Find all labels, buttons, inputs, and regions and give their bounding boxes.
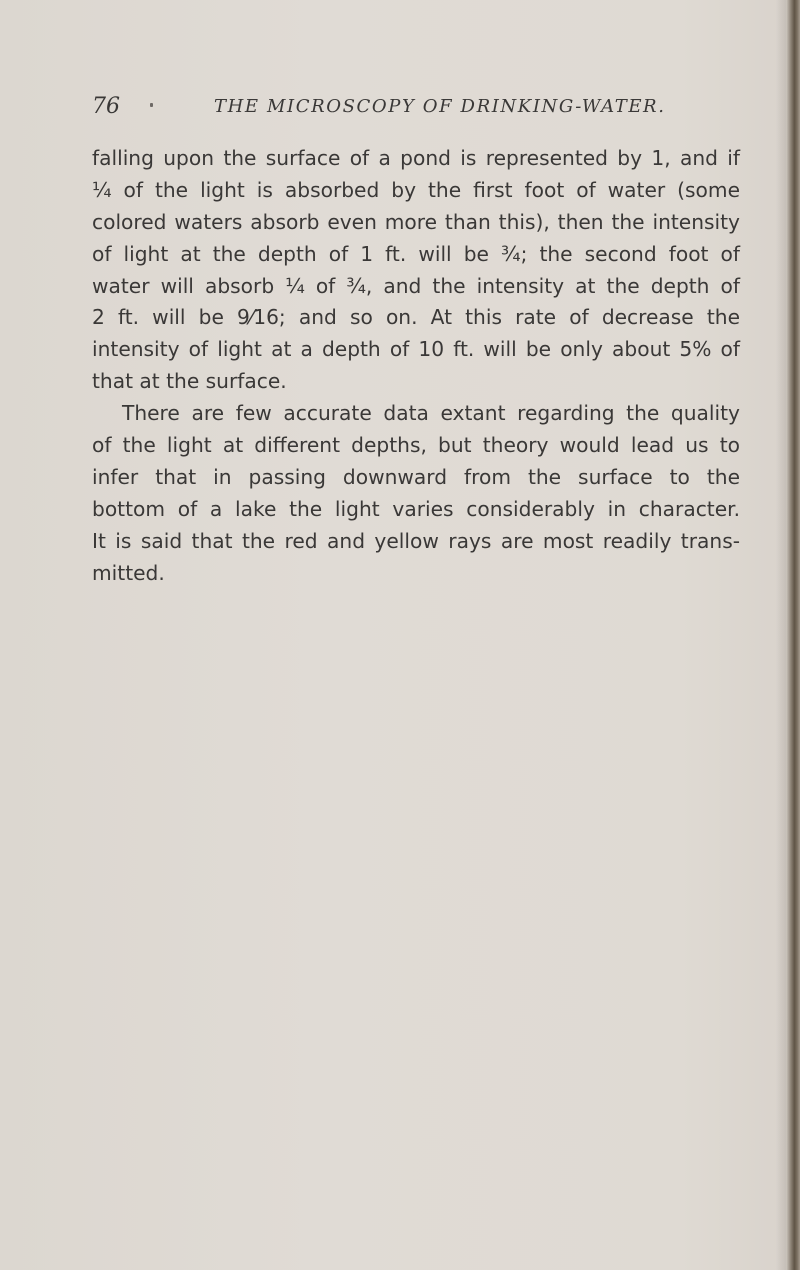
text-line: falling upon the surface of a pond is represented by 1, and if [92, 146, 740, 170]
text-line: intensity of light at a depth of 10 ft. will be only about 5% of [92, 337, 740, 362]
text-line: There are few accurate data extant regarding the quality [122, 401, 740, 426]
text-line: ¼ of the light is absorbed by the first foot of water (some [92, 177, 740, 202]
text-line: infer that in passing downward from the surface to the [92, 464, 740, 489]
text-line: that at the surface. [92, 369, 287, 394]
text-line: of the light at different depths, but theory would lead us to [92, 433, 740, 458]
page-edge [786, 0, 800, 1270]
page-edge-shadow [776, 0, 786, 1270]
text-line: water will absorb ¼ of ¾, and the intensity at the depth of [92, 273, 740, 298]
running-title: THE MICROSCOPY OF DRINKING-WATER. [214, 96, 666, 117]
text-line: 2 ft. will be 9⁄16; and so on. At this rate of decrease the [92, 305, 740, 330]
text-line: of light at the depth of 1 ft. will be ¾; the second foot of [92, 241, 740, 266]
page-number: 76 [92, 94, 120, 119]
text-line: bottom of a lake the light varies considerably in character. [92, 496, 740, 521]
running-header [92, 94, 732, 134]
text-line: colored waters absorb even more than this), then the intensity [92, 209, 740, 234]
text-line: It is said that the red and yellow rays are most readily trans- [92, 528, 740, 553]
header-separator-dot [150, 103, 153, 107]
text-line: mitted. [92, 560, 165, 585]
body-text [92, 143, 740, 589]
